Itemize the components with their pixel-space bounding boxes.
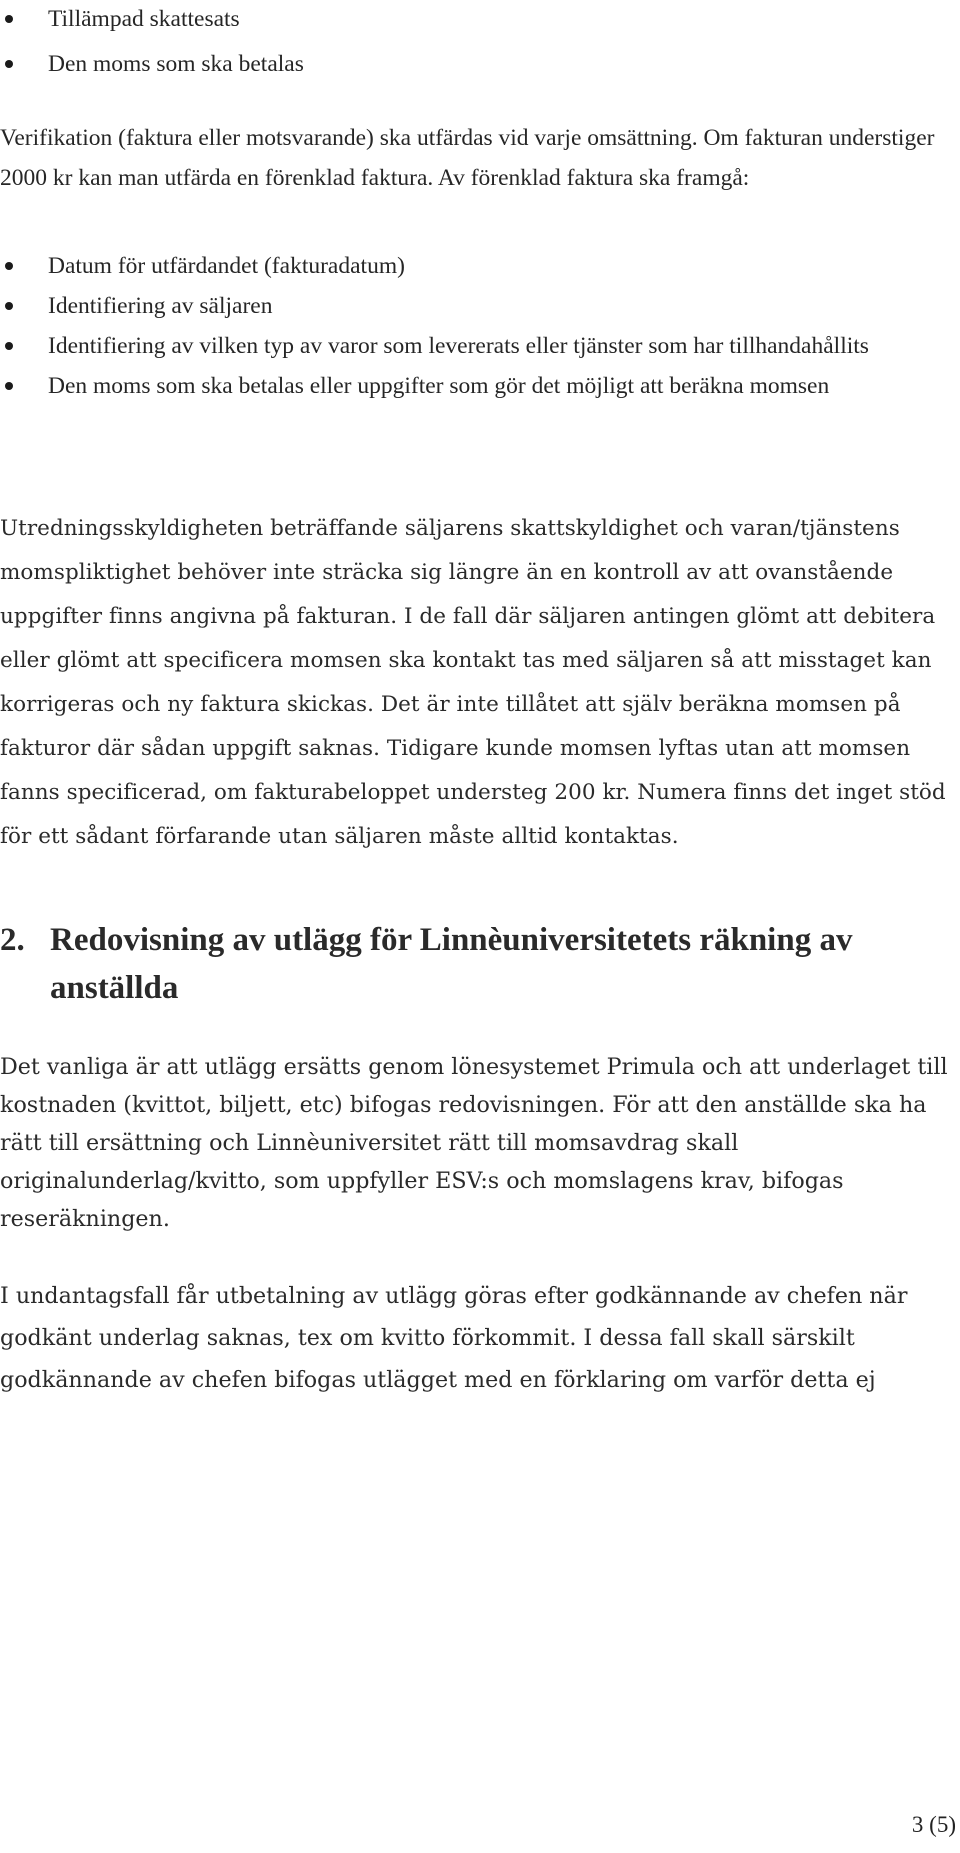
intro-paragraph: Verifikation (faktura eller motsvarande) ska utfärdas vid varje omsättning. Om fakturan understiger 2000 kr kan man utfärda en förenklad faktura. Av förenklad faktura ska framgå:	[0, 125, 935, 191]
simplified-invoice-requirements-list	[0, 246, 950, 406]
section-number: 2.	[0, 922, 25, 958]
bullet-icon	[5, 60, 13, 68]
bullet-icon	[5, 302, 13, 310]
bullet-icon	[5, 15, 13, 23]
list-item: Tillämpad skattesats	[0, 0, 950, 42]
expense-paragraph: Det vanliga är att utlägg ersätts genom lönesystemet Primula och att underlaget till kostnaden (kvittot, biljett, etc) bifogas redovisningen. För att den anställde ska ha rätt till ersättning och Linnèuniversitet rätt till momsavdrag skall originalunderlag/kvitto, som uppfyller ESV:s och momslagens krav, bifogas reseräkningen.	[0, 1054, 948, 1232]
list-item: Den moms som ska betalas eller uppgifter som gör det möjligt att beräkna momsen	[0, 366, 950, 406]
investigation-paragraph: Utredningsskyldigheten beträffande säljarens skattskyldighet och varan/tjänstens momspliktighet behöver inte sträcka sig längre än en kontroll av att ovanstående uppgifter finns angivna på fakturan. I de fall där säljaren antingen glömt att debitera eller glömt att specificera momsen ska kontakt tas med säljaren så att misstaget kan korrigeras och ny faktura skickas. Det är inte tillåtet att själv beräkna momsen på fakturor där sådan uppgift saknas. Tidigare kunde momsen lyftas utan att momsen fanns specificerad, om fakturabeloppet understeg 200 kr. Numera finns det inget stöd för ett sådant förfarande utan säljaren måste alltid kontaktas.	[0, 516, 946, 849]
bullet-icon	[5, 262, 13, 270]
bullet-icon	[5, 382, 13, 390]
page-number: 3 (5)	[911, 1812, 956, 1837]
list-item: Den moms som ska betalas	[0, 42, 950, 87]
section-title: Redovisning av utlägg för Linnèuniversitetets räkning av anställda	[50, 922, 853, 1006]
list-item: Datum för utfärdandet (fakturadatum)	[0, 246, 950, 286]
section-heading	[0, 916, 958, 1012]
bullet-icon	[5, 342, 13, 350]
vat-info-list	[0, 0, 950, 87]
list-item: Identifiering av vilken typ av varor som levererats eller tjänster som har tillhandahållits	[0, 326, 950, 366]
exception-paragraph: I undantagsfall får utbetalning av utlägg göras efter godkännande av chefen när godkänt underlag saknas, tex om kvitto förkommit. I dessa fall skall särskilt godkännande av chefen bifogas utlägget med en förklaring om varför detta ej	[0, 1283, 908, 1393]
list-item: Identifiering av säljaren	[0, 286, 950, 326]
